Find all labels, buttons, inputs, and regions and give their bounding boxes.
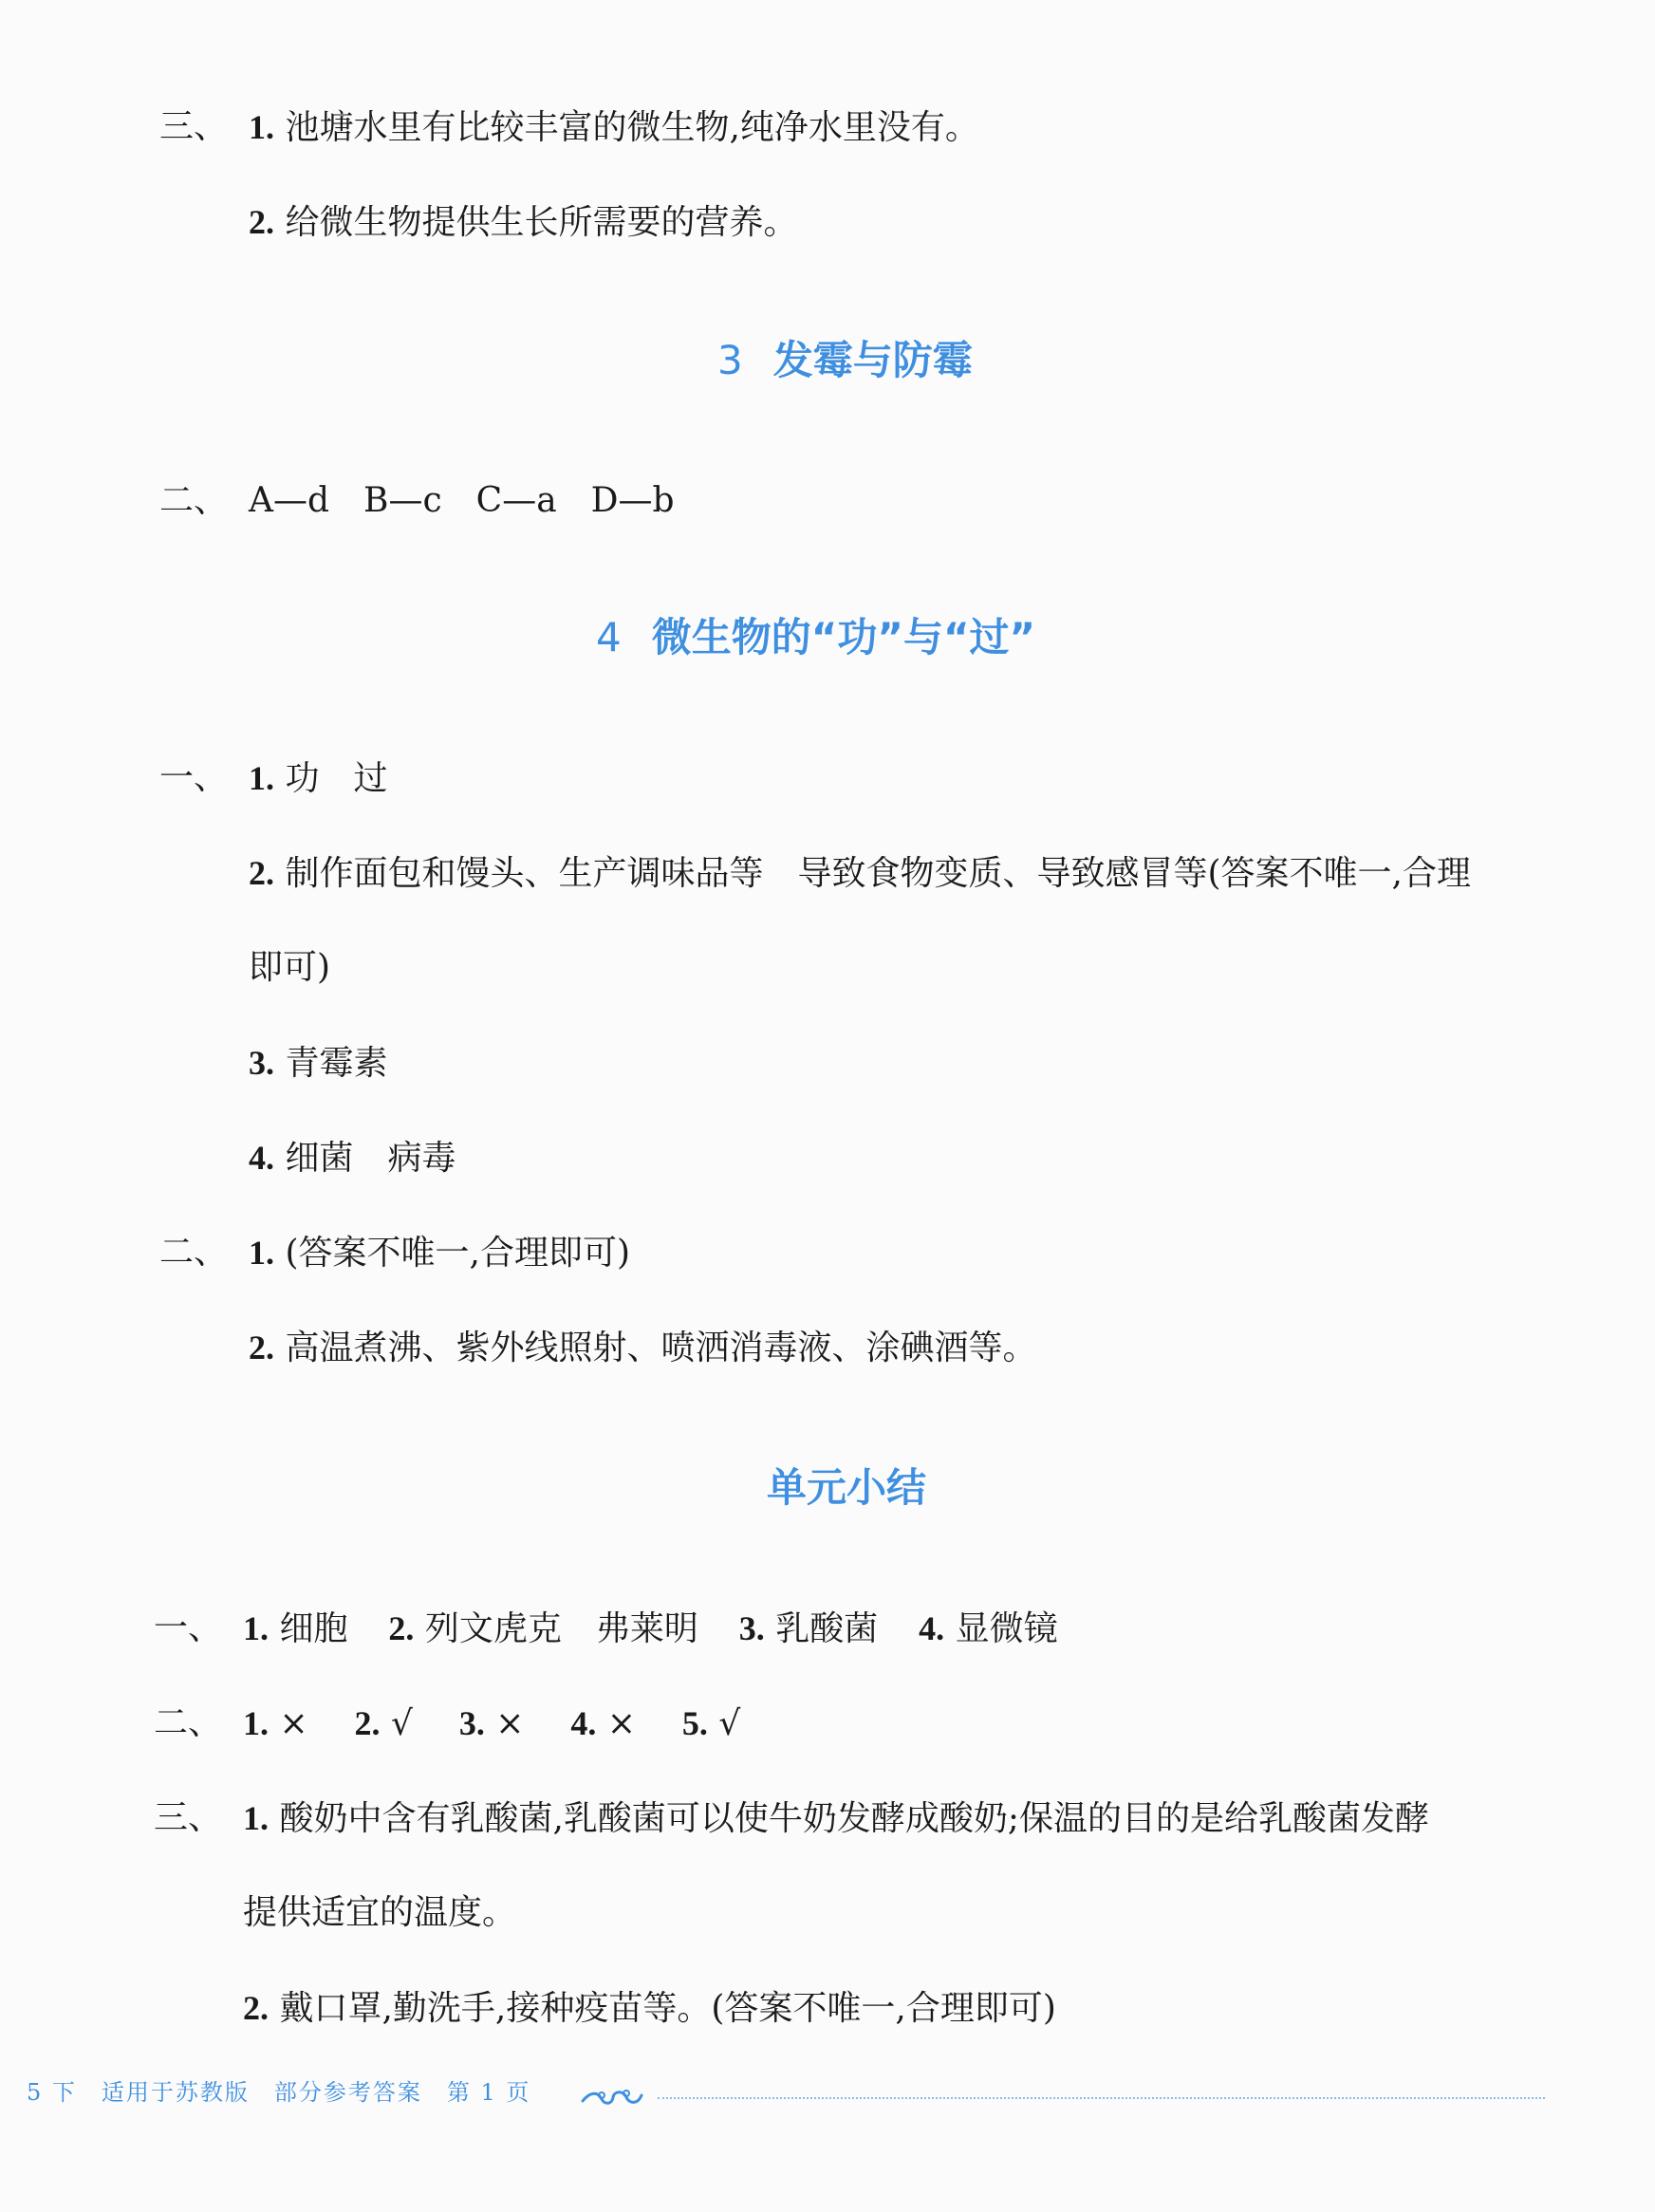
item-number: 2. <box>249 854 274 892</box>
answer-text: 功 过 <box>285 759 388 798</box>
lesson-heading <box>717 336 973 385</box>
answer-line <box>249 1135 456 1181</box>
page-footer <box>27 2078 555 2107</box>
answer-line <box>243 1701 740 1747</box>
item-number: 2. <box>388 1609 415 1647</box>
judgment-mark: √ <box>718 1704 741 1743</box>
footer-section: 部分参考答案 <box>273 2079 422 2106</box>
lesson-title: 发霉与防霉 <box>772 337 973 383</box>
lesson-number: 3 <box>717 337 743 383</box>
question-marker: 三、 <box>154 1798 223 1837</box>
answer-text: 青霉素 <box>285 1044 388 1083</box>
footer-edition: 适用于苏教版 <box>101 2079 250 2106</box>
answer-line <box>249 1230 630 1276</box>
answer-text: 细菌 病毒 <box>285 1139 456 1178</box>
question-marker: 二、 <box>154 1703 223 1742</box>
answer-text: 高温煮沸、紫外线照射、喷洒消毒液、涂碘酒等。 <box>285 1329 1037 1367</box>
question-marker: 一、 <box>154 1608 223 1647</box>
answer-text: 乳酸菌 <box>775 1609 879 1648</box>
item-number: 1. <box>243 1609 269 1647</box>
item-number: 3. <box>249 1044 274 1082</box>
lesson-title: 微生物的“功”与“过” <box>651 614 1036 660</box>
question-marker: 二、 <box>159 1233 229 1272</box>
answer-line <box>249 755 387 802</box>
lesson-heading <box>596 613 1035 662</box>
item-number: 4. <box>919 1609 945 1647</box>
answer-line <box>243 1795 1429 1842</box>
answer-text: (答案不唯一,合理即可) <box>285 1234 630 1273</box>
question-marker: 一、 <box>159 758 229 797</box>
answer-line <box>243 1606 1058 1652</box>
answer-text: A—d B—c C—a D—b <box>249 481 675 520</box>
footer-page-number: 第 1 页 <box>446 2079 531 2106</box>
judgment-mark: × <box>606 1704 636 1743</box>
item-number: 1. <box>249 759 274 797</box>
answer-text: 显微镜 <box>955 1609 1058 1648</box>
item-number: 1. <box>249 108 274 146</box>
judgment-mark: × <box>495 1704 525 1743</box>
wave-ornament-icon <box>581 2084 647 2112</box>
item-number: 2. <box>249 203 274 241</box>
lesson-number: 4 <box>596 614 622 660</box>
item-number: 5. <box>681 1704 708 1742</box>
question-marker: 三、 <box>159 107 229 146</box>
item-number: 2. <box>249 1329 274 1366</box>
judgment-mark: √ <box>390 1704 413 1743</box>
answer-text-continued: 提供适宜的温度。 <box>243 1893 517 1932</box>
answer-line <box>249 1040 387 1087</box>
section-heading: 单元小结 <box>767 1464 927 1511</box>
item-number: 2. <box>243 1989 269 2027</box>
judgment-mark: × <box>279 1704 308 1743</box>
answer-text: 制作面包和馒头、生产调味品等 导致食物变质、导致感冒等(答案不唯一,合理 <box>285 854 1471 893</box>
footer-grade: 5 下 <box>27 2079 77 2106</box>
answer-line <box>249 199 797 246</box>
answer-text: 给微生物提供生长所需要的营养。 <box>285 203 798 242</box>
question-marker: 二、 <box>159 481 229 520</box>
answer-text: 戴口罩,勤洗手,接种疫苗等。(答案不唯一,合理即可) <box>279 1989 1056 2028</box>
footer-dotted-rule <box>658 2097 1545 2099</box>
item-number: 4. <box>249 1139 274 1177</box>
answer-line <box>249 850 1471 897</box>
item-number: 1. <box>243 1799 269 1837</box>
answer-text: 酸奶中含有乳酸菌,乳酸菌可以使牛奶发酵成酸奶;保温的目的是给乳酸菌发酵 <box>279 1799 1430 1838</box>
answer-text-continued: 即可) <box>249 948 331 987</box>
item-number: 1. <box>243 1704 269 1742</box>
item-number: 2. <box>354 1704 381 1742</box>
item-number: 3. <box>458 1704 485 1742</box>
answer-line <box>249 1325 1036 1371</box>
item-number: 1. <box>249 1234 274 1272</box>
answer-text: 细胞 <box>279 1609 348 1648</box>
answer-line <box>243 1985 1056 2032</box>
answer-line <box>249 104 979 151</box>
item-number: 4. <box>570 1704 597 1742</box>
answer-text: 池塘水里有比较丰富的微生物,纯净水里没有。 <box>285 108 979 147</box>
answer-text: 列文虎克 弗莱明 <box>424 1609 698 1648</box>
item-number: 3. <box>738 1609 765 1647</box>
